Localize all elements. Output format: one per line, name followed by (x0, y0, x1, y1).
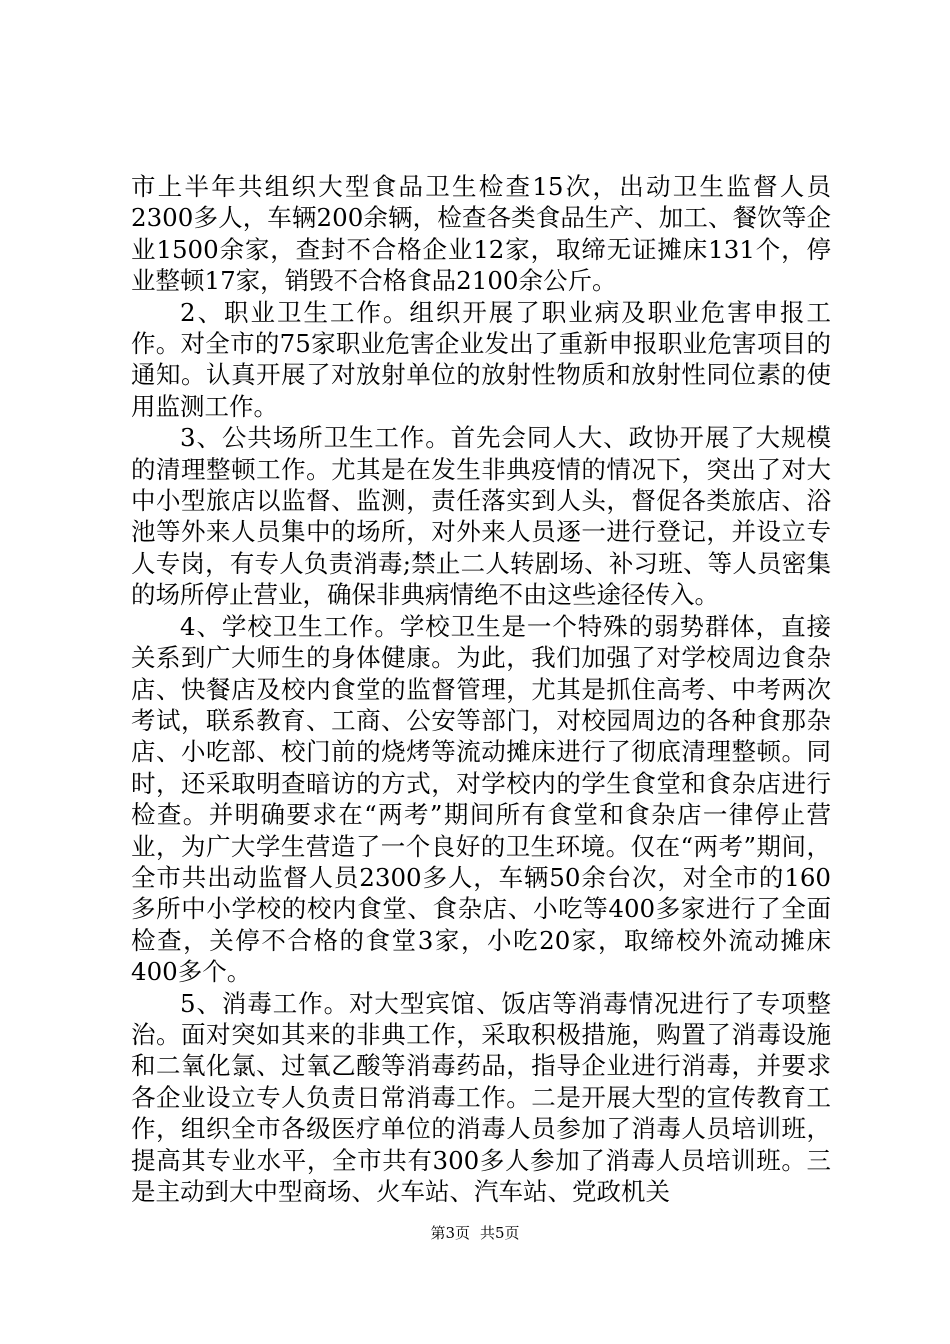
paragraph-school-health: 4、学校卫生工作。学校卫生是一个特殊的弱势群体，直接关系到广大师生的身体健康。为此，我们加强了对学校周边食杂店、快餐店及校内食堂的监督管理，尤其是抓住高考、中考两次考试，联系教育、工商、公安等部门，对校园周边的各种食那杂店、小吃部、校门前的烧烤等流动摊床进行了彻底清理整顿。同时，还采取明查暗访的方式，对学校内的学生食堂和食杂店进行检查。并明确要求在“两考”期间所有食堂和食杂店一律停止营业，为广大学生营造了一个良好的卫生环境。仅在“两考”期间，全市共出动监督人员2300多人，车辆50余台次，对全市的160多所中小学校的校内食堂、食杂店、小吃等400多家进行了全面检查，关停不合格的食堂3家，小吃20家，取缔校外流动摊床400多个。 (131, 611, 831, 987)
paragraph-disinfection: 5、消毒工作。对大型宾馆、饭店等消毒情况进行了专项整治。面对突如其来的非典工作，采取积极措施，购置了消毒设施和二氧化氯、过氧乙酸等消毒药品，指导企业进行消毒，并要求各企业设立专人负责日常消毒工作。二是开展大型的宣传教育工作，组织全市各级医疗单位的消毒人员参加了消毒人员培训班，提高其专业水平，全市共有300多人参加了消毒人员培训班。三是主动到大中型商场、火车站、汽车站、党政机关 (131, 988, 831, 1206)
page-number: 第3页 (430, 1224, 470, 1242)
paragraph-public-places: 3、公共场所卫生工作。首先会同人大、政协开展了大规模的清理整顿工作。尤其是在发生非典疫情的情况下，突出了对大中小型旅店以监督、监测，责任落实到人头，督促各类旅店、浴池等外来人员集中的场所，对外来人员逐一进行登记，并设立专人专岗，有专人负责消毒;禁止二人转剧场、补习班、等人员密集的场所停止营业，确保非典病情绝不由这些途径传入。 (131, 423, 831, 610)
page-footer (0, 1223, 950, 1243)
paragraph-occupational-health: 2、职业卫生工作。组织开展了职业病及职业危害申报工作。对全市的75家职业危害企业发出了重新申报职业危害项目的通知。认真开展了对放射单位的放射性物质和放射性同位素的使用监测工作。 (131, 297, 831, 421)
page-total: 共5页 (480, 1224, 520, 1242)
document-body (131, 171, 831, 1207)
paragraph-continued: 市上半年共组织大型食品卫生检查15次，出动卫生监督人员2300多人，车辆200余辆，检查各类食品生产、加工、餐饮等企业1500余家，查封不合格企业12家，取缔无证摊床131个，停业整顿17家，销毁不合格食品2100余公斤。 (131, 172, 831, 296)
